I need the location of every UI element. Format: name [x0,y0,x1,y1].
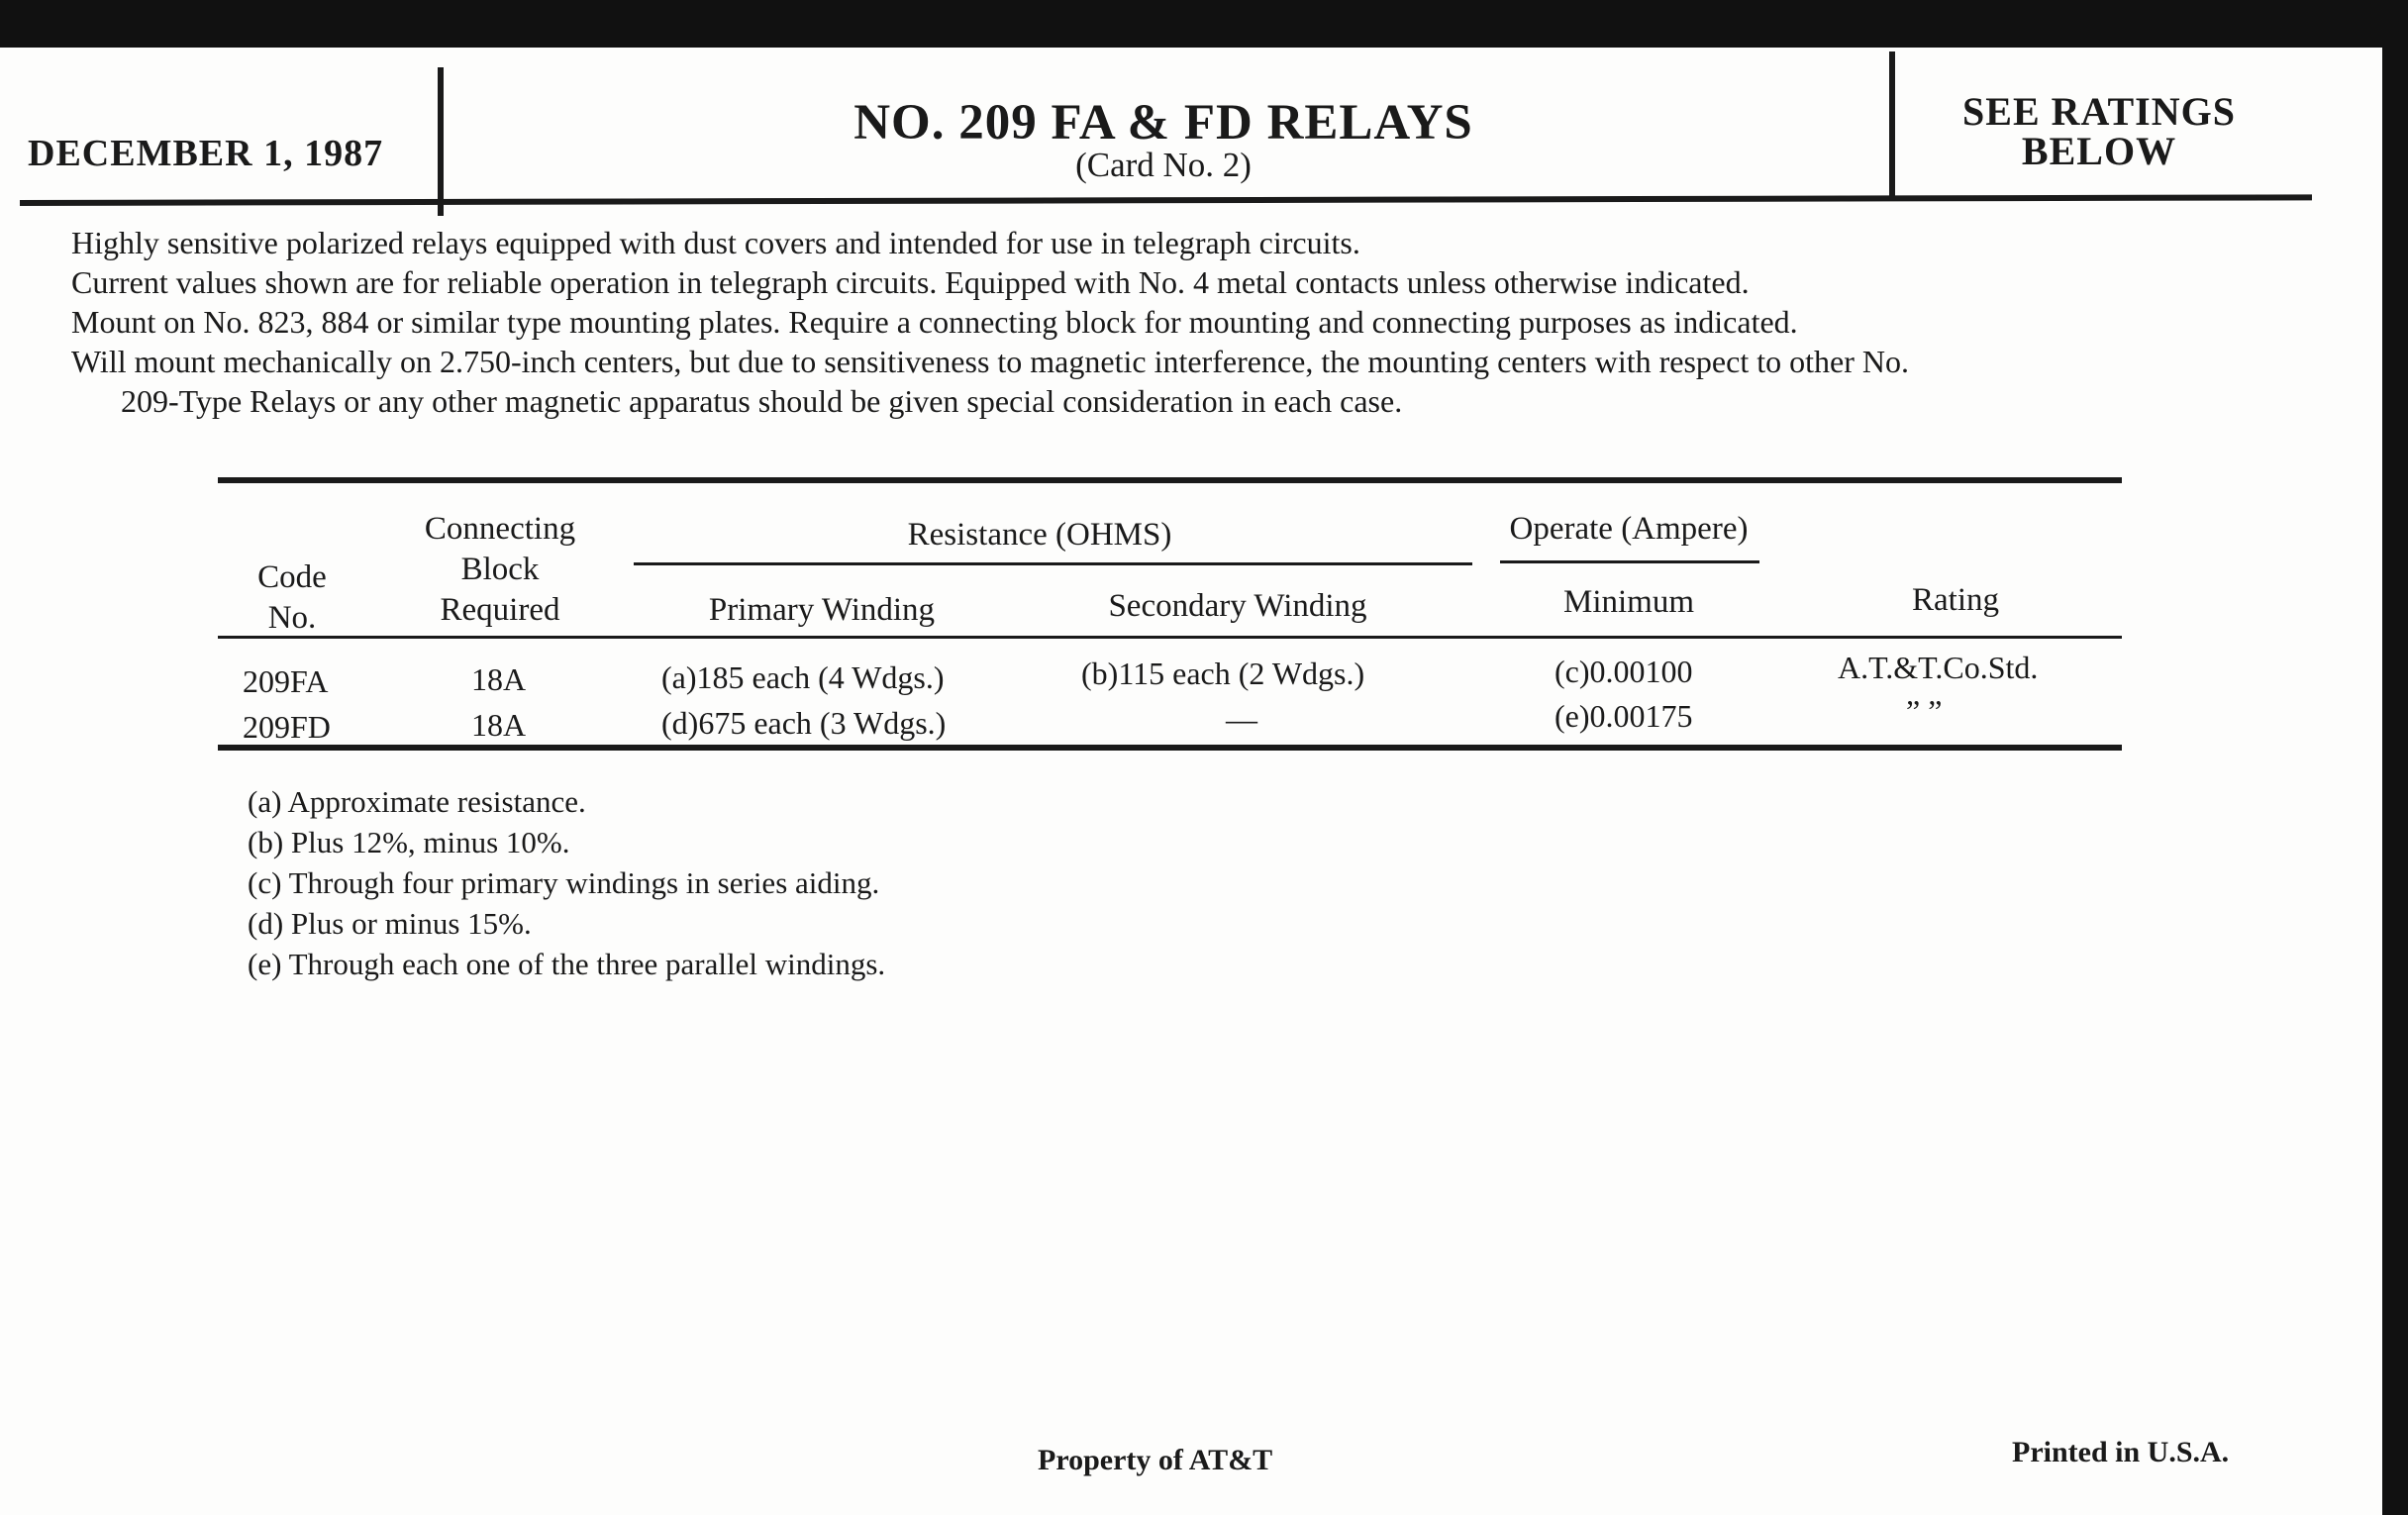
header-rating: Rating [1912,582,1999,618]
intro-line: Will mount mechanically on 2.750-inch centers, but due to sensitiveness to magnetic interference, the mounting centers with respect to other No. [71,344,1909,379]
header-code [198,557,386,639]
footer-property: Property of AT&T [1038,1444,1273,1476]
footnote-e: (e) Through each one of the three parallel windings. [248,947,886,981]
cell-minimum: (c)0.00100 [1555,654,1693,689]
cell-code: 209FD [243,709,331,745]
intro-line: Current values shown are for reliable operation in telegraph circuits. Equipped with No. 4 metal contacts unless otherwise indicated. [71,264,1750,300]
table-bottom-rule [218,745,2122,751]
cell-rating: ” ” [1906,693,1943,729]
cell-primary: (d)675 each (3 Wdgs.) [661,705,947,741]
see-ratings-line1: SEE RATINGS [1962,89,2236,134]
header-resistance-group: Resistance (OHMS) [907,517,1172,553]
header-minimum: Minimum [1562,584,1695,620]
intro-text [71,223,2279,421]
operate-group-rule [1500,560,1759,563]
header-primary-winding: Primary Winding [708,592,936,628]
header-divider-left [438,67,444,216]
cell-secondary: (b)115 each (2 Wdgs.) [1081,656,1365,691]
cell-block: 18A [471,707,527,743]
resistance-group-rule [634,562,1472,565]
intro-line: Mount on No. 823, 884 or similar type mounting plates. Require a connecting block for mounting and connecting purposes as indicated. [71,304,1798,340]
card-title: NO. 209 FA & FD RELAYS [853,95,1473,151]
cell-minimum: (e)0.00175 [1555,698,1693,734]
header-block-line2: Block [460,552,540,587]
header-block-line3: Required [440,592,560,628]
header-operate-group: Operate (Ampere) [1509,511,1749,547]
cell-rating: A.T.&T.Co.Std. [1838,650,2039,685]
table-top-rule [218,477,2122,483]
table-header-rule [218,636,2122,639]
scan-right-border [2382,0,2408,1515]
scan-top-border [0,0,2408,48]
header-code-line2: No. [267,600,317,636]
footnote-c: (c) Through four primary windings in series aiding. [248,865,880,900]
footer-printed: Printed in U.S.A. [2012,1436,2230,1468]
cell-secondary: — [1226,701,1257,737]
footnote-a: (a) Approximate resistance. [248,784,586,819]
intro-line: 209-Type Relays or any other magnetic apparatus should be given special consideration in each case. [121,383,1403,419]
card-date: DECEMBER 1, 1987 [28,133,384,174]
header-code-line1: Code [257,559,327,595]
footnote-d: (d) Plus or minus 15%. [248,906,532,941]
header-divider-right [1889,51,1895,200]
header-connecting-block [386,509,614,631]
cell-primary: (a)185 each (4 Wdgs.) [661,659,945,695]
header-block-line1: Connecting [424,511,576,547]
card-subtitle: (Card No. 2) [1075,146,1252,184]
intro-line: Highly sensitive polarized relays equipped with dust covers and intended for use in telegraph circuits. [71,225,1360,260]
footnotes [248,781,885,984]
footnote-b: (b) Plus 12%, minus 10%. [248,825,570,859]
see-ratings-line2: BELOW [2021,129,2177,173]
cell-block: 18A [471,661,527,697]
header-secondary-winding: Secondary Winding [1108,588,1367,624]
cell-code: 209FA [243,663,329,699]
see-ratings-note [1906,89,2292,173]
